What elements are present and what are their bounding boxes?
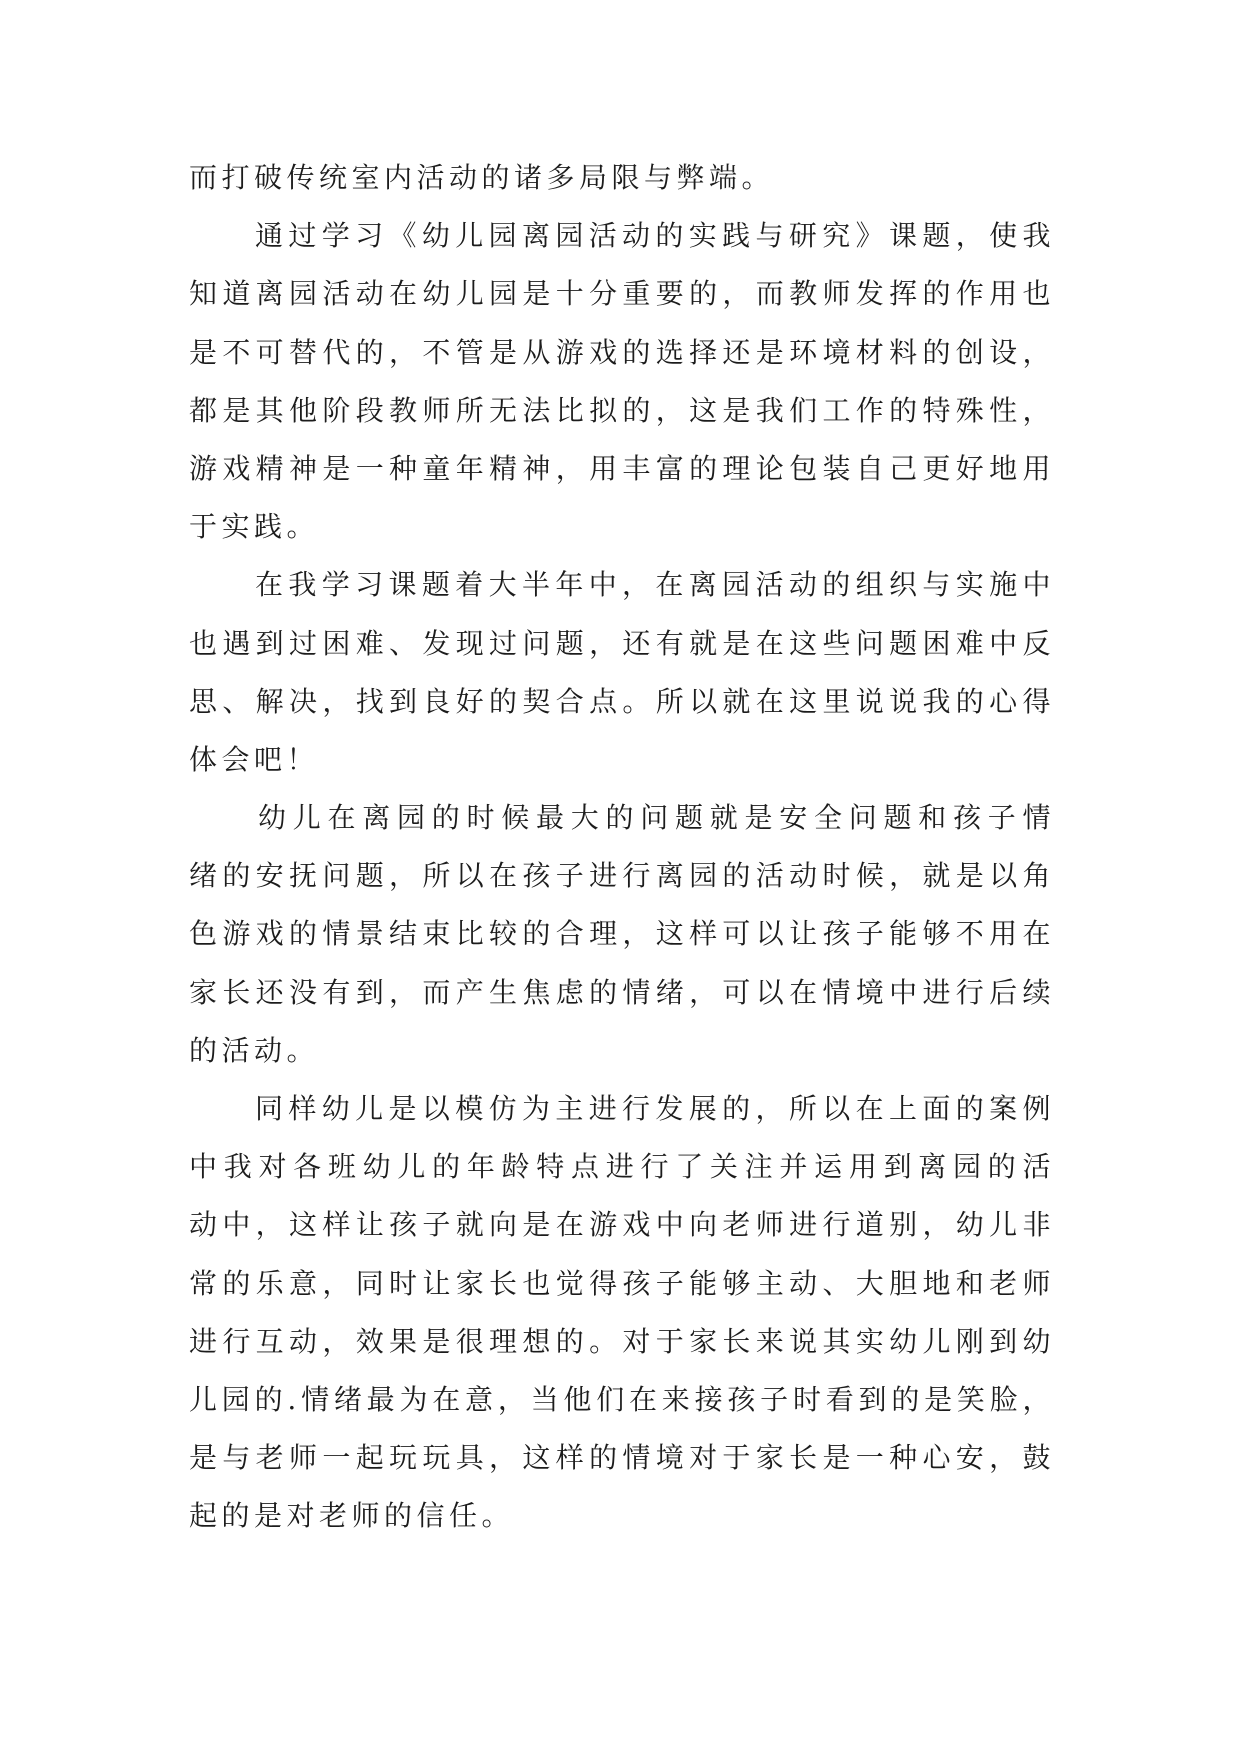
paragraph-line: 中我对各班幼儿的年龄特点进行了关注并运用到离园的活 — [189, 1150, 1055, 1184]
paragraph-line: 起的是对老师的信任。 — [189, 1499, 515, 1533]
paragraph-line: 是与老师一起玩玩具，这样的情境对于家长是一种心安，鼓 — [189, 1441, 1055, 1475]
paragraph — [189, 789, 1055, 1080]
paragraph-line: 常的乐意，同时让家长也觉得孩子能够主动、大胆地和老师 — [189, 1266, 1055, 1300]
paragraph-first-line: 同样幼儿是以模仿为主进行发展的，所以在上面的案例 — [255, 1092, 1055, 1125]
paragraph-line: 色游戏的情景结束比较的合理，这样可以让孩子能够不用在 — [189, 917, 1055, 951]
paragraph-first-line: 通过学习《幼儿园离园活动的实践与研究》课题，使我 — [255, 219, 1055, 253]
paragraph-line: 而打破传统室内活动的诸多局限与弊端。 — [189, 161, 775, 194]
body-text — [189, 149, 1055, 1546]
paragraph-line: 儿园的.情绪最为在意，当他们在来接孩子时看到的是笑脸， — [189, 1382, 1055, 1416]
paragraph-line: 绪的安抚问题，所以在孩子进行离园的活动时候，就是以角 — [189, 859, 1055, 893]
paragraph-line: 的活动。 — [189, 1033, 320, 1067]
paragraph-line: 知道离园活动在幼儿园是十分重要的，而教师发挥的作用也 — [189, 277, 1055, 311]
paragraph-line: 进行互动，效果是很理想的。对于家长来说其实幼儿刚到幼 — [189, 1324, 1055, 1358]
paragraph-continued — [189, 149, 1055, 207]
paragraph-line: 也遇到过困难、发现过问题，还有就是在这些问题困难中反 — [189, 626, 1055, 660]
paragraph-line: 家长还没有到，而产生焦虑的情绪，可以在情境中进行后续 — [189, 975, 1055, 1009]
paragraph-line: 都是其他阶段教师所无法比拟的，这是我们工作的特殊性， — [189, 393, 1055, 427]
paragraph — [189, 556, 1055, 789]
paragraph — [189, 1080, 1055, 1546]
paragraph-first-line: 幼儿在离园的时候最大的问题就是安全问题和孩子情 — [258, 801, 1055, 835]
paragraph-line: 体会吧！ — [189, 742, 320, 776]
paragraph-line: 思、解决，找到良好的契合点。所以就在这里说说我的心得 — [189, 684, 1055, 718]
paragraph-line: 是不可替代的，不管是从游戏的选择还是环境材料的创设， — [189, 335, 1055, 369]
paragraph-line: 动中，这样让孩子就向是在游戏中向老师进行道别，幼儿非 — [189, 1208, 1055, 1242]
paragraph-line: 游戏精神是一种童年精神，用丰富的理论包装自己更好地用 — [189, 451, 1055, 485]
paragraph-first-line: 在我学习课题着大半年中，在离园活动的组织与实施中 — [255, 568, 1055, 602]
paragraph-line: 于实践。 — [189, 510, 320, 544]
paragraph — [189, 207, 1055, 556]
